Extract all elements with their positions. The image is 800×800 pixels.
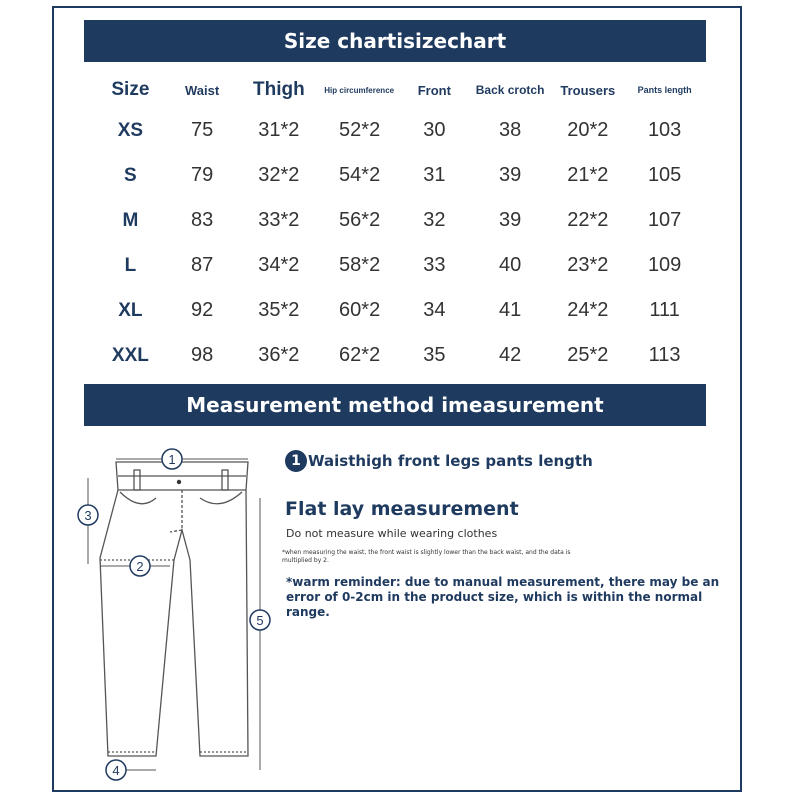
table-row — [90, 198, 700, 243]
measurement-banner — [84, 384, 706, 426]
cell-back-crotch: 39 — [498, 209, 522, 231]
cell-pants-length: 109 — [647, 254, 682, 276]
pants-outline-icon — [100, 462, 248, 756]
cell-front: 30 — [423, 119, 446, 141]
cell-pants-length: 113 — [648, 344, 681, 366]
cell-pants-length: 105 — [647, 164, 682, 186]
column-header-trousers: Trousers — [560, 82, 616, 98]
column-header-size: Size — [111, 79, 150, 100]
measurement-legend — [285, 450, 593, 472]
table-body — [90, 108, 700, 378]
column-header-pants-length: Pants length — [637, 84, 692, 95]
cell-waist: 75 — [190, 119, 214, 141]
legend-number-badge: 1 — [285, 450, 307, 472]
cell-trousers: 21*2 — [567, 164, 609, 186]
legend-text: Waisthigh front legs pants length — [308, 452, 593, 470]
cell-waist: 87 — [190, 254, 214, 276]
svg-text:2: 2 — [136, 559, 144, 574]
column-header-back-crotch: Back crotch — [475, 82, 545, 97]
cell-back-crotch: 42 — [498, 344, 522, 366]
cell-hip: 52*2 — [339, 119, 381, 141]
cell-size: L — [124, 254, 137, 276]
marker-4 — [106, 760, 126, 780]
size-chart-banner — [84, 20, 706, 62]
cell-thigh: 33*2 — [258, 209, 300, 231]
cell-back-crotch: 41 — [498, 299, 522, 321]
cell-waist: 83 — [190, 209, 214, 231]
cell-hip: 58*2 — [339, 254, 381, 276]
cell-trousers: 23*2 — [567, 254, 609, 276]
table-header-row — [90, 72, 700, 108]
do-not-measure-note: Do not measure while wearing clothes — [286, 527, 498, 540]
column-header-waist: Waist — [184, 82, 220, 98]
size-chart-title: Size chartisizechart — [283, 29, 507, 53]
cell-waist: 98 — [190, 344, 214, 366]
cell-size: XL — [118, 299, 143, 321]
measurement-title: Measurement method imeasurement — [186, 393, 604, 417]
cell-pants-length: 103 — [647, 119, 682, 141]
cell-pants-length: 111 — [649, 299, 680, 321]
cell-trousers: 22*2 — [567, 209, 609, 231]
cell-front: 32 — [423, 209, 446, 231]
cell-hip: 60*2 — [339, 299, 381, 321]
flat-lay-heading: Flat lay measurement — [285, 498, 519, 520]
cell-thigh: 31*2 — [258, 119, 300, 141]
cell-thigh: 35*2 — [258, 299, 300, 321]
cell-waist: 79 — [190, 164, 214, 186]
svg-text:3: 3 — [84, 508, 92, 523]
table-row — [90, 153, 700, 198]
cell-thigh: 32*2 — [258, 164, 300, 186]
column-header-hip: Hip circumference — [324, 85, 395, 95]
marker-2 — [130, 556, 150, 576]
cell-trousers: 24*2 — [567, 299, 609, 321]
cell-back-crotch: 39 — [498, 164, 522, 186]
cell-trousers: 25*2 — [567, 344, 609, 366]
marker-5 — [250, 610, 270, 630]
cell-pants-length: 107 — [647, 209, 682, 231]
column-header-front: Front — [417, 82, 451, 98]
column-header-thigh: Thigh — [252, 79, 305, 100]
cell-front: 34 — [423, 299, 446, 321]
cell-trousers: 20*2 — [567, 119, 609, 141]
table-row — [90, 288, 700, 333]
cell-waist: 92 — [190, 299, 214, 321]
cell-size: XXL — [111, 344, 149, 366]
cell-front: 31 — [423, 164, 446, 186]
cell-back-crotch: 40 — [498, 254, 522, 276]
marker-1 — [162, 449, 182, 469]
cell-size: XS — [117, 119, 144, 141]
svg-text:1: 1 — [168, 452, 176, 467]
pants-diagram — [70, 440, 285, 790]
table-row — [90, 108, 700, 153]
cell-size: M — [122, 209, 139, 231]
waist-note: *when measuring the waist, the front waist is slightly lower than the back waist, and the data is multiplied by 2. — [282, 549, 571, 564]
cell-hip: 54*2 — [339, 164, 381, 186]
cell-back-crotch: 38 — [498, 119, 522, 141]
cell-hip: 56*2 — [339, 209, 381, 231]
cell-thigh: 34*2 — [258, 254, 300, 276]
table-row — [90, 333, 700, 378]
marker-3 — [78, 505, 98, 525]
svg-text:4: 4 — [112, 763, 120, 778]
cell-front: 33 — [423, 254, 446, 276]
cell-size: S — [124, 164, 137, 186]
cell-hip: 62*2 — [339, 344, 381, 366]
size-table — [90, 72, 700, 378]
table-row — [90, 243, 700, 288]
cell-front: 35 — [423, 344, 446, 366]
warm-reminder: *warm reminder: due to manual measurement, there may be an error of 0-2cm in the product size, which is within the normal range. — [286, 575, 720, 619]
cell-thigh: 36*2 — [258, 344, 300, 366]
svg-text:5: 5 — [256, 613, 264, 628]
